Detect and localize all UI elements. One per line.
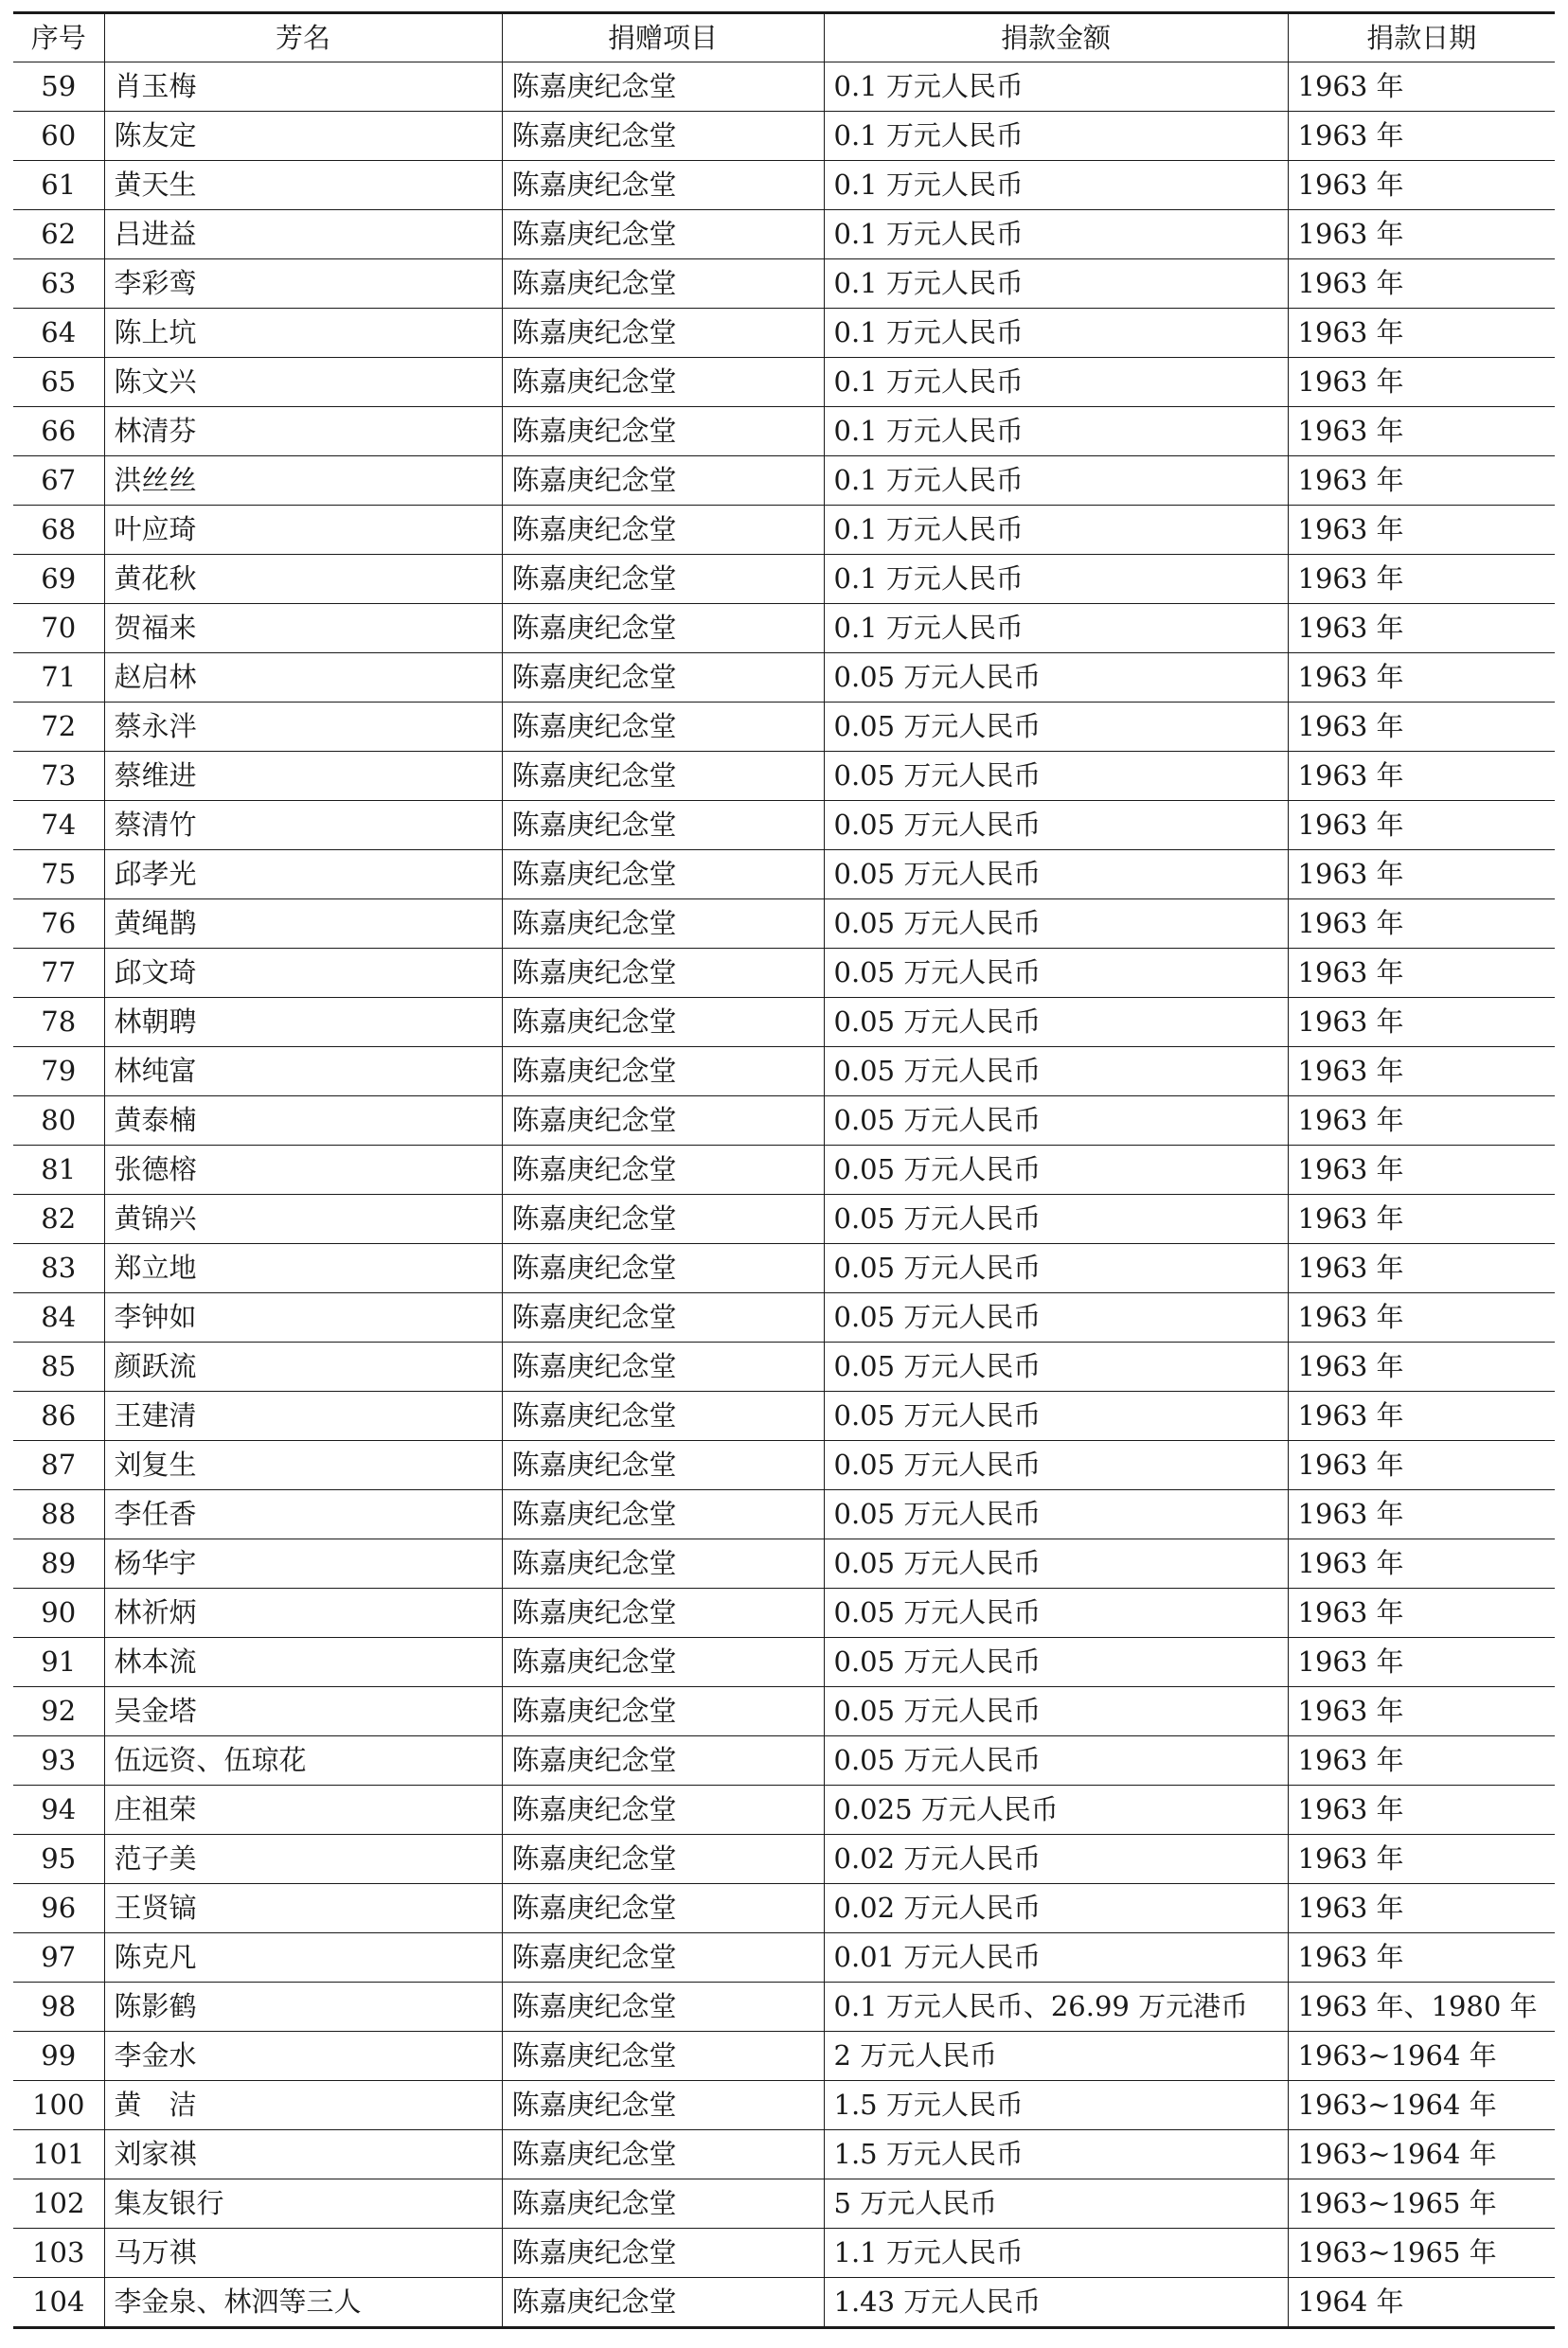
- cell-serial-number: 98: [13, 1983, 104, 2032]
- cell-serial-number: 100: [13, 2081, 104, 2130]
- table-row: [13, 62, 1555, 112]
- table-row: [13, 161, 1555, 210]
- cell-donation-date: 1963 年: [1288, 161, 1555, 210]
- cell-donor-name: 王建清: [104, 1392, 502, 1441]
- cell-donation-date: 1963 年: [1288, 62, 1555, 112]
- cell-donation-amount: 0.05 万元人民币: [824, 1638, 1288, 1687]
- cell-donation-project: 陈嘉庚纪念堂: [502, 1392, 824, 1441]
- cell-donor-name: 林清芬: [104, 407, 502, 456]
- cell-donation-date: 1963 年: [1288, 1736, 1555, 1786]
- cell-donor-name: 郑立地: [104, 1244, 502, 1293]
- cell-serial-number: 86: [13, 1392, 104, 1441]
- cell-donation-date: 1963 年: [1288, 1687, 1555, 1736]
- cell-donor-name: 李彩鸾: [104, 259, 502, 309]
- table-row: [13, 1539, 1555, 1589]
- cell-donor-name: 王贤镐: [104, 1884, 502, 1933]
- cell-donation-project: 陈嘉庚纪念堂: [502, 703, 824, 752]
- cell-donor-name: 陈上坑: [104, 309, 502, 358]
- cell-donation-date: 1963 年: [1288, 407, 1555, 456]
- table-row: [13, 1589, 1555, 1638]
- cell-donation-project: 陈嘉庚纪念堂: [502, 1490, 824, 1539]
- cell-serial-number: 63: [13, 259, 104, 309]
- cell-serial-number: 88: [13, 1490, 104, 1539]
- donation-table: [13, 11, 1555, 2329]
- cell-donation-amount: 0.05 万元人民币: [824, 1343, 1288, 1392]
- table-row: [13, 309, 1555, 358]
- cell-donation-date: 1963 年: [1288, 604, 1555, 653]
- table-row: [13, 407, 1555, 456]
- cell-donation-amount: 0.025 万元人民币: [824, 1786, 1288, 1835]
- cell-serial-number: 92: [13, 1687, 104, 1736]
- cell-donation-amount: 0.1 万元人民币: [824, 604, 1288, 653]
- cell-donation-project: 陈嘉庚纪念堂: [502, 801, 824, 850]
- cell-donation-amount: 0.05 万元人民币: [824, 1244, 1288, 1293]
- cell-donor-name: 陈影鹤: [104, 1983, 502, 2032]
- cell-donation-project: 陈嘉庚纪念堂: [502, 1293, 824, 1343]
- cell-serial-number: 66: [13, 407, 104, 456]
- cell-serial-number: 61: [13, 161, 104, 210]
- cell-serial-number: 71: [13, 653, 104, 703]
- cell-donation-project: 陈嘉庚纪念堂: [502, 752, 824, 801]
- cell-donation-amount: 0.05 万元人民币: [824, 801, 1288, 850]
- cell-serial-number: 97: [13, 1933, 104, 1983]
- cell-donation-project: 陈嘉庚纪念堂: [502, 112, 824, 161]
- cell-serial-number: 87: [13, 1441, 104, 1490]
- table-row: [13, 112, 1555, 161]
- table-row: [13, 1293, 1555, 1343]
- cell-donor-name: 贺福来: [104, 604, 502, 653]
- cell-serial-number: 91: [13, 1638, 104, 1687]
- cell-serial-number: 64: [13, 309, 104, 358]
- cell-donation-date: 1963 年、1980 年: [1288, 1983, 1555, 2032]
- cell-serial-number: 82: [13, 1195, 104, 1244]
- table-row: [13, 1835, 1555, 1884]
- cell-donor-name: 黄 洁: [104, 2081, 502, 2130]
- cell-donation-amount: 0.1 万元人民币: [824, 309, 1288, 358]
- table-row: [13, 998, 1555, 1047]
- table-row: [13, 752, 1555, 801]
- cell-donation-amount: 0.1 万元人民币: [824, 506, 1288, 555]
- cell-donor-name: 林纯富: [104, 1047, 502, 1096]
- table-row: [13, 358, 1555, 407]
- cell-donation-amount: 0.05 万元人民币: [824, 899, 1288, 949]
- cell-donor-name: 李任香: [104, 1490, 502, 1539]
- table-row: [13, 801, 1555, 850]
- cell-donation-project: 陈嘉庚纪念堂: [502, 456, 824, 506]
- cell-donation-date: 1963 年: [1288, 1441, 1555, 1490]
- cell-donation-amount: 0.05 万元人民币: [824, 1293, 1288, 1343]
- cell-donation-project: 陈嘉庚纪念堂: [502, 358, 824, 407]
- cell-donor-name: 黄泰楠: [104, 1096, 502, 1146]
- cell-donation-amount: 0.1 万元人民币: [824, 62, 1288, 112]
- table-row: [13, 850, 1555, 899]
- cell-donation-date: 1963 年: [1288, 259, 1555, 309]
- cell-donation-date: 1963 年: [1288, 555, 1555, 604]
- cell-donor-name: 范子美: [104, 1835, 502, 1884]
- cell-donation-project: 陈嘉庚纪念堂: [502, 604, 824, 653]
- cell-serial-number: 72: [13, 703, 104, 752]
- cell-donor-name: 叶应琦: [104, 506, 502, 555]
- cell-donation-project: 陈嘉庚纪念堂: [502, 653, 824, 703]
- cell-donation-amount: 0.05 万元人民币: [824, 1441, 1288, 1490]
- table-row: [13, 1786, 1555, 1835]
- table-row: [13, 1195, 1555, 1244]
- cell-serial-number: 68: [13, 506, 104, 555]
- cell-donation-date: 1963 年: [1288, 949, 1555, 998]
- cell-donation-date: 1963 年: [1288, 899, 1555, 949]
- cell-donation-amount: 0.1 万元人民币: [824, 112, 1288, 161]
- cell-serial-number: 75: [13, 850, 104, 899]
- cell-serial-number: 77: [13, 949, 104, 998]
- cell-serial-number: 74: [13, 801, 104, 850]
- cell-donation-amount: 0.05 万元人民币: [824, 752, 1288, 801]
- cell-donation-date: 1963 年: [1288, 112, 1555, 161]
- cell-donation-amount: 0.01 万元人民币: [824, 1933, 1288, 1983]
- cell-donation-date: 1963 年: [1288, 1096, 1555, 1146]
- cell-donation-date: 1963 年: [1288, 1343, 1555, 1392]
- cell-donor-name: 吕进益: [104, 210, 502, 259]
- cell-donor-name: 黄花秋: [104, 555, 502, 604]
- table-row: [13, 259, 1555, 309]
- cell-serial-number: 96: [13, 1884, 104, 1933]
- cell-serial-number: 62: [13, 210, 104, 259]
- cell-donation-project: 陈嘉庚纪念堂: [502, 1687, 824, 1736]
- header-donation-date: 捐款日期: [1288, 13, 1555, 62]
- cell-donation-amount: 0.05 万元人民币: [824, 1589, 1288, 1638]
- cell-donation-amount: 0.05 万元人民币: [824, 998, 1288, 1047]
- cell-donation-amount: 1.1 万元人民币: [824, 2229, 1288, 2278]
- cell-serial-number: 90: [13, 1589, 104, 1638]
- cell-donation-amount: 0.05 万元人民币: [824, 1539, 1288, 1589]
- cell-serial-number: 94: [13, 1786, 104, 1835]
- cell-donation-project: 陈嘉庚纪念堂: [502, 1146, 824, 1195]
- cell-donation-date: 1963 年: [1288, 1244, 1555, 1293]
- cell-donor-name: 邱文琦: [104, 949, 502, 998]
- cell-donation-project: 陈嘉庚纪念堂: [502, 2229, 824, 2278]
- table-row: [13, 949, 1555, 998]
- cell-donation-amount: 0.05 万元人民币: [824, 1687, 1288, 1736]
- header-serial-number: 序号: [13, 13, 104, 62]
- cell-serial-number: 85: [13, 1343, 104, 1392]
- cell-donation-project: 陈嘉庚纪念堂: [502, 1539, 824, 1589]
- cell-donation-amount: 2 万元人民币: [824, 2032, 1288, 2081]
- cell-donation-project: 陈嘉庚纪念堂: [502, 1884, 824, 1933]
- cell-donation-amount: 0.1 万元人民币: [824, 210, 1288, 259]
- cell-donor-name: 肖玉梅: [104, 62, 502, 112]
- cell-serial-number: 103: [13, 2229, 104, 2278]
- cell-donation-project: 陈嘉庚纪念堂: [502, 1786, 824, 1835]
- cell-donation-project: 陈嘉庚纪念堂: [502, 1983, 824, 2032]
- cell-donation-amount: 0.1 万元人民币、26.99 万元港币: [824, 1983, 1288, 2032]
- table-row: [13, 1047, 1555, 1096]
- table-row: [13, 210, 1555, 259]
- cell-donation-project: 陈嘉庚纪念堂: [502, 1589, 824, 1638]
- cell-donation-date: 1963~1965 年: [1288, 2179, 1555, 2229]
- cell-donation-date: 1963~1964 年: [1288, 2130, 1555, 2179]
- cell-serial-number: 65: [13, 358, 104, 407]
- cell-donation-date: 1963 年: [1288, 1589, 1555, 1638]
- cell-donation-date: 1963~1964 年: [1288, 2032, 1555, 2081]
- table-body: [13, 62, 1555, 2328]
- cell-donor-name: 杨华宇: [104, 1539, 502, 1589]
- cell-donation-project: 陈嘉庚纪念堂: [502, 161, 824, 210]
- table-row: [13, 1490, 1555, 1539]
- table-row: [13, 899, 1555, 949]
- cell-donor-name: 蔡清竹: [104, 801, 502, 850]
- cell-serial-number: 79: [13, 1047, 104, 1096]
- cell-donation-project: 陈嘉庚纪念堂: [502, 309, 824, 358]
- cell-donation-amount: 0.05 万元人民币: [824, 1096, 1288, 1146]
- cell-donation-amount: 0.05 万元人民币: [824, 949, 1288, 998]
- cell-serial-number: 81: [13, 1146, 104, 1195]
- cell-donor-name: 刘家祺: [104, 2130, 502, 2179]
- cell-donation-project: 陈嘉庚纪念堂: [502, 1835, 824, 1884]
- header-donation-project: 捐赠项目: [502, 13, 824, 62]
- cell-donor-name: 林朝聘: [104, 998, 502, 1047]
- cell-serial-number: 95: [13, 1835, 104, 1884]
- cell-donor-name: 蔡维进: [104, 752, 502, 801]
- cell-donation-date: 1963 年: [1288, 1047, 1555, 1096]
- cell-donation-project: 陈嘉庚纪念堂: [502, 2032, 824, 2081]
- table-row: [13, 555, 1555, 604]
- table-row: [13, 506, 1555, 555]
- table-row: [13, 1441, 1555, 1490]
- table-header-row: [13, 13, 1555, 62]
- cell-serial-number: 59: [13, 62, 104, 112]
- cell-donation-date: 1963 年: [1288, 850, 1555, 899]
- cell-donation-amount: 0.05 万元人民币: [824, 850, 1288, 899]
- cell-donation-amount: 1.5 万元人民币: [824, 2081, 1288, 2130]
- cell-donation-project: 陈嘉庚纪念堂: [502, 1096, 824, 1146]
- cell-donor-name: 伍远资、伍琼花: [104, 1736, 502, 1786]
- cell-donor-name: 赵启林: [104, 653, 502, 703]
- cell-donor-name: 洪丝丝: [104, 456, 502, 506]
- cell-donation-project: 陈嘉庚纪念堂: [502, 1047, 824, 1096]
- cell-serial-number: 93: [13, 1736, 104, 1786]
- cell-donation-amount: 5 万元人民币: [824, 2179, 1288, 2229]
- cell-donation-amount: 0.1 万元人民币: [824, 456, 1288, 506]
- cell-donation-date: 1964 年: [1288, 2278, 1555, 2328]
- cell-donation-amount: 0.05 万元人民币: [824, 1736, 1288, 1786]
- cell-donation-project: 陈嘉庚纪念堂: [502, 210, 824, 259]
- cell-donation-project: 陈嘉庚纪念堂: [502, 1933, 824, 1983]
- cell-donor-name: 林祈炳: [104, 1589, 502, 1638]
- cell-donation-date: 1963 年: [1288, 1786, 1555, 1835]
- table-row: [13, 2081, 1555, 2130]
- cell-donation-project: 陈嘉庚纪念堂: [502, 2179, 824, 2229]
- cell-donor-name: 马万祺: [104, 2229, 502, 2278]
- cell-serial-number: 67: [13, 456, 104, 506]
- cell-donation-date: 1963 年: [1288, 1933, 1555, 1983]
- cell-serial-number: 69: [13, 555, 104, 604]
- cell-donation-amount: 0.05 万元人民币: [824, 703, 1288, 752]
- cell-donation-amount: 0.05 万元人民币: [824, 1490, 1288, 1539]
- cell-donation-project: 陈嘉庚纪念堂: [502, 1244, 824, 1293]
- cell-donation-date: 1963 年: [1288, 998, 1555, 1047]
- cell-serial-number: 70: [13, 604, 104, 653]
- cell-donor-name: 李金泉、林泗等三人: [104, 2278, 502, 2328]
- cell-donation-date: 1963 年: [1288, 1884, 1555, 1933]
- cell-donor-name: 黄天生: [104, 161, 502, 210]
- header-donor-name: 芳名: [104, 13, 502, 62]
- cell-donor-name: 邱孝光: [104, 850, 502, 899]
- cell-donation-project: 陈嘉庚纪念堂: [502, 1441, 824, 1490]
- cell-donation-amount: 0.1 万元人民币: [824, 358, 1288, 407]
- table-row: [13, 703, 1555, 752]
- table-row: [13, 1983, 1555, 2032]
- cell-donation-amount: 0.05 万元人民币: [824, 1195, 1288, 1244]
- cell-serial-number: 80: [13, 1096, 104, 1146]
- cell-donation-date: 1963 年: [1288, 1392, 1555, 1441]
- cell-donation-amount: 0.05 万元人民币: [824, 653, 1288, 703]
- cell-donation-date: 1963 年: [1288, 210, 1555, 259]
- cell-donation-amount: 0.02 万元人民币: [824, 1835, 1288, 1884]
- table-row: [13, 1244, 1555, 1293]
- cell-donation-date: 1963 年: [1288, 358, 1555, 407]
- cell-donation-date: 1963 年: [1288, 1539, 1555, 1589]
- cell-donation-project: 陈嘉庚纪念堂: [502, 62, 824, 112]
- cell-donation-project: 陈嘉庚纪念堂: [502, 2081, 824, 2130]
- cell-donation-project: 陈嘉庚纪念堂: [502, 1195, 824, 1244]
- cell-serial-number: 83: [13, 1244, 104, 1293]
- cell-donor-name: 陈克凡: [104, 1933, 502, 1983]
- cell-serial-number: 101: [13, 2130, 104, 2179]
- table-row: [13, 1096, 1555, 1146]
- cell-donation-amount: 0.1 万元人民币: [824, 161, 1288, 210]
- cell-donation-date: 1963 年: [1288, 1293, 1555, 1343]
- cell-donation-amount: 1.43 万元人民币: [824, 2278, 1288, 2328]
- table-row: [13, 2032, 1555, 2081]
- cell-donor-name: 黄绳鹊: [104, 899, 502, 949]
- cell-donation-date: 1963 年: [1288, 1490, 1555, 1539]
- cell-donation-amount: 0.05 万元人民币: [824, 1047, 1288, 1096]
- header-donation-amount: 捐款金额: [824, 13, 1288, 62]
- table-row: [13, 604, 1555, 653]
- cell-donation-amount: 1.5 万元人民币: [824, 2130, 1288, 2179]
- cell-donation-project: 陈嘉庚纪念堂: [502, 555, 824, 604]
- table-row: [13, 2229, 1555, 2278]
- cell-donor-name: 刘复生: [104, 1441, 502, 1490]
- cell-donor-name: 林本流: [104, 1638, 502, 1687]
- cell-serial-number: 73: [13, 752, 104, 801]
- cell-serial-number: 78: [13, 998, 104, 1047]
- cell-donation-project: 陈嘉庚纪念堂: [502, 506, 824, 555]
- cell-donor-name: 李金水: [104, 2032, 502, 2081]
- cell-donation-project: 陈嘉庚纪念堂: [502, 1638, 824, 1687]
- cell-donation-date: 1963 年: [1288, 309, 1555, 358]
- cell-donation-date: 1963 年: [1288, 456, 1555, 506]
- table-row: [13, 1736, 1555, 1786]
- cell-donation-project: 陈嘉庚纪念堂: [502, 1736, 824, 1786]
- cell-donation-amount: 0.1 万元人民币: [824, 259, 1288, 309]
- cell-donation-amount: 0.05 万元人民币: [824, 1146, 1288, 1195]
- cell-donation-project: 陈嘉庚纪念堂: [502, 850, 824, 899]
- cell-donation-project: 陈嘉庚纪念堂: [502, 998, 824, 1047]
- cell-donation-project: 陈嘉庚纪念堂: [502, 259, 824, 309]
- cell-donation-amount: 0.1 万元人民币: [824, 555, 1288, 604]
- cell-donation-date: 1963 年: [1288, 1146, 1555, 1195]
- cell-donor-name: 陈文兴: [104, 358, 502, 407]
- table-row: [13, 2179, 1555, 2229]
- cell-donation-date: 1963 年: [1288, 752, 1555, 801]
- cell-donation-date: 1963 年: [1288, 1835, 1555, 1884]
- cell-donation-project: 陈嘉庚纪念堂: [502, 407, 824, 456]
- table-row: [13, 2130, 1555, 2179]
- cell-donation-date: 1963 年: [1288, 653, 1555, 703]
- cell-serial-number: 99: [13, 2032, 104, 2081]
- cell-serial-number: 84: [13, 1293, 104, 1343]
- table-row: [13, 1392, 1555, 1441]
- cell-donation-date: 1963 年: [1288, 703, 1555, 752]
- cell-donation-project: 陈嘉庚纪念堂: [502, 2278, 824, 2328]
- cell-donation-amount: 0.1 万元人民币: [824, 407, 1288, 456]
- cell-donor-name: 李钟如: [104, 1293, 502, 1343]
- cell-serial-number: 104: [13, 2278, 104, 2328]
- cell-donor-name: 吴金塔: [104, 1687, 502, 1736]
- cell-donor-name: 蔡永泮: [104, 703, 502, 752]
- table-row: [13, 1687, 1555, 1736]
- table-row: [13, 1884, 1555, 1933]
- cell-donation-project: 陈嘉庚纪念堂: [502, 949, 824, 998]
- table-row: [13, 2278, 1555, 2328]
- table-row: [13, 456, 1555, 506]
- cell-donation-project: 陈嘉庚纪念堂: [502, 2130, 824, 2179]
- cell-donation-project: 陈嘉庚纪念堂: [502, 899, 824, 949]
- cell-donor-name: 张德榕: [104, 1146, 502, 1195]
- cell-donation-date: 1963 年: [1288, 801, 1555, 850]
- cell-donation-date: 1963~1965 年: [1288, 2229, 1555, 2278]
- document-page: [13, 11, 1555, 2329]
- table-row: [13, 1638, 1555, 1687]
- cell-donation-date: 1963 年: [1288, 1638, 1555, 1687]
- cell-donation-date: 1963 年: [1288, 506, 1555, 555]
- cell-donor-name: 庄祖荣: [104, 1786, 502, 1835]
- cell-donor-name: 陈友定: [104, 112, 502, 161]
- cell-donor-name: 黄锦兴: [104, 1195, 502, 1244]
- cell-serial-number: 102: [13, 2179, 104, 2229]
- cell-serial-number: 89: [13, 1539, 104, 1589]
- table-row: [13, 653, 1555, 703]
- cell-serial-number: 60: [13, 112, 104, 161]
- cell-donor-name: 集友银行: [104, 2179, 502, 2229]
- cell-serial-number: 76: [13, 899, 104, 949]
- cell-donation-date: 1963~1964 年: [1288, 2081, 1555, 2130]
- cell-donation-project: 陈嘉庚纪念堂: [502, 1343, 824, 1392]
- table-row: [13, 1146, 1555, 1195]
- cell-donation-date: 1963 年: [1288, 1195, 1555, 1244]
- table-row: [13, 1343, 1555, 1392]
- cell-donation-amount: 0.02 万元人民币: [824, 1884, 1288, 1933]
- cell-donation-amount: 0.05 万元人民币: [824, 1392, 1288, 1441]
- table-row: [13, 1933, 1555, 1983]
- cell-donor-name: 颜跃流: [104, 1343, 502, 1392]
